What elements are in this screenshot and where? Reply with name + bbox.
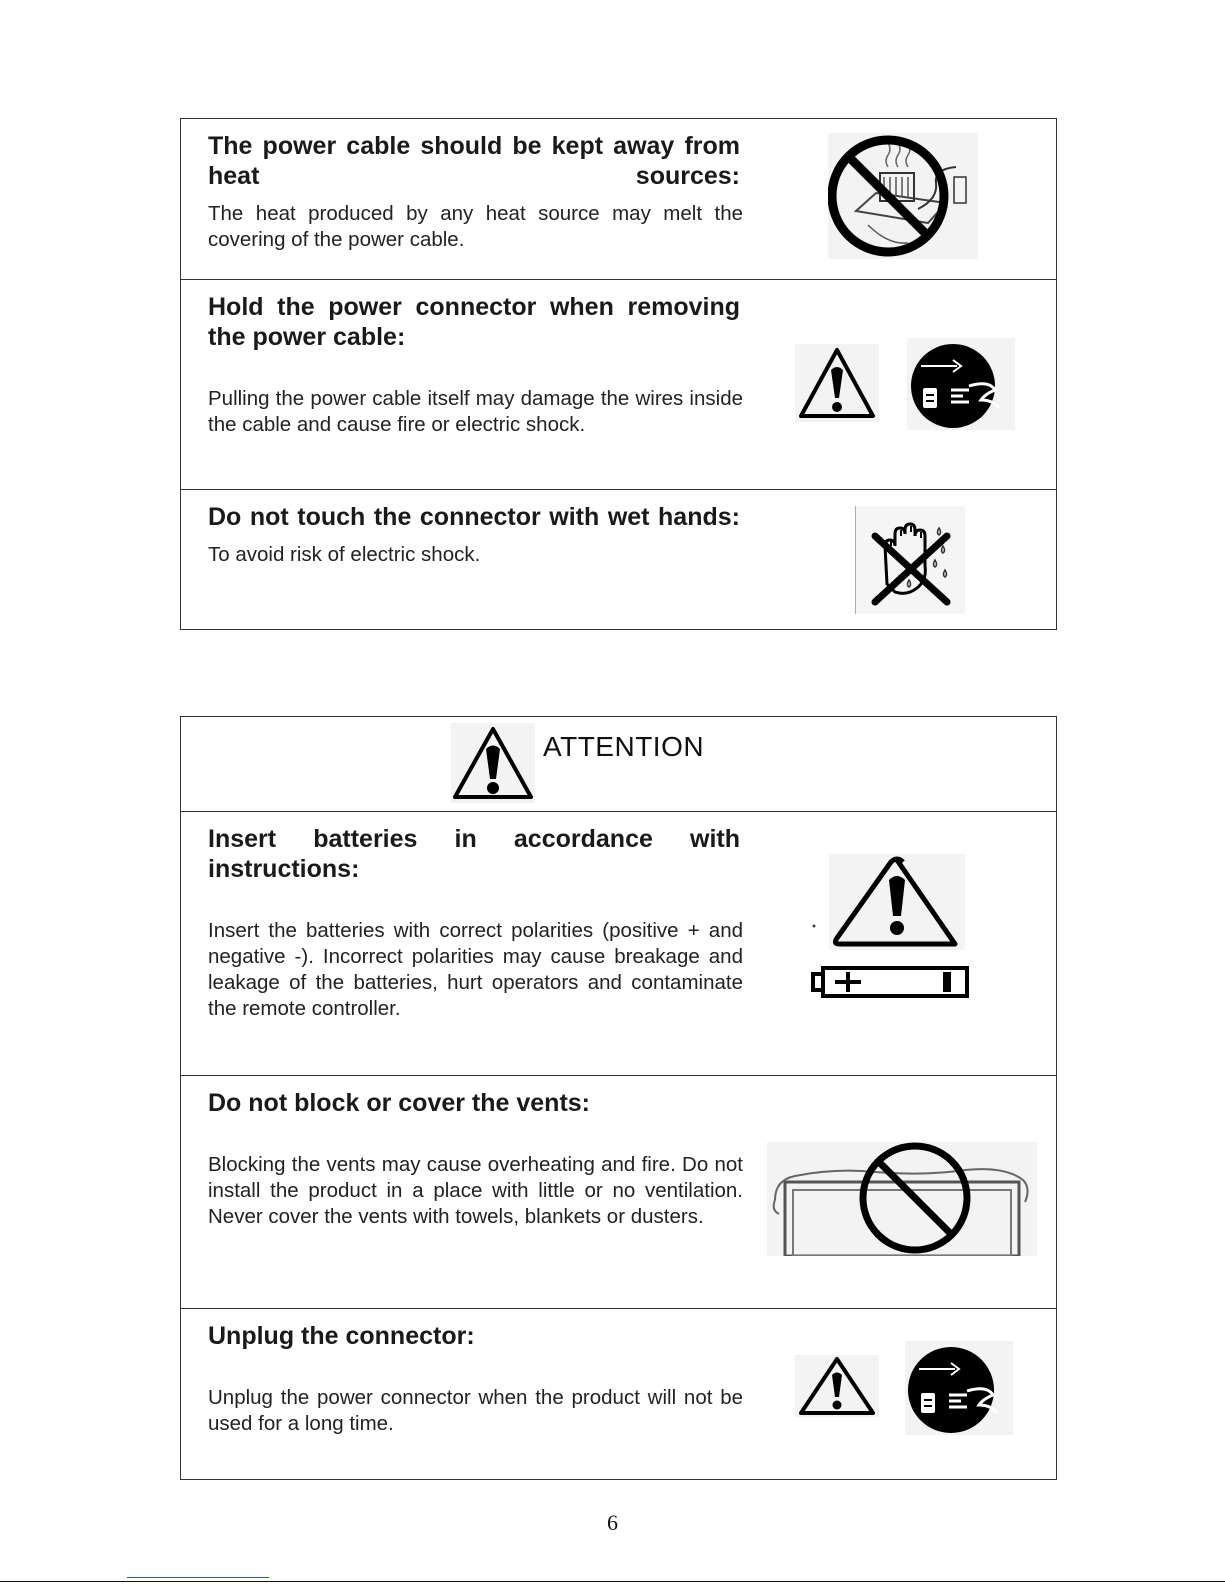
page-number: 6 [607,1510,618,1535]
warning-triangle-icon [451,723,535,803]
attention-title: ATTENTION [543,731,705,762]
safety-item-hold-connector [181,280,1056,490]
safety-item-heading: Hold the power connector when removing the power cable: [208,293,740,351]
attention-item-body: Unplug the power connector when the product will not be used for a long time. [208,1386,743,1435]
safety-item-heading: Do not touch the connector with wet hands: [208,503,740,531]
attention-item-body: Blocking the vents may cause overheating and fire. Do not install the product in a place with little or no ventilation. Never cover the vents with towels, blankets or dusters. [208,1153,743,1228]
attention-item-heading: Insert batteries in accordance with instructions: [208,825,740,883]
safety-item-heading: The power cable should be kept away from heat sources: [208,132,740,190]
attention-item-batteries [181,812,1056,1076]
warning-triangle-icon [795,1355,879,1417]
safety-item-wet-hands [181,490,1056,629]
warning-triangle-icon [795,344,879,422]
safety-panel-power-cable [180,118,1057,630]
no-heat-source-icon [828,133,978,259]
attention-item-body: Insert the batteries with correct polarities (positive + and negative -). Incorrect polarities may cause breakage and leakage of the batteries, hurt operators and contaminate the remote controller. [208,919,743,1020]
attention-item-unplug [181,1309,1056,1479]
footer-rule [0,1581,1225,1582]
battery-polarity-icon [811,854,973,1004]
footer-link-underline [127,1577,269,1578]
no-cover-vents-icon [767,1142,1037,1256]
safety-item-body: To avoid risk of electric shock. [208,543,481,566]
attention-item-vents [181,1076,1056,1309]
attention-item-heading: Unplug the connector: [208,1322,475,1350]
safety-item-body: Pulling the power cable itself may damage the wires inside the cable and cause fire or electric shock. [208,387,743,436]
safety-item-body: The heat produced by any heat source may melt the covering of the power cable. [208,202,743,251]
attention-header [181,717,1056,812]
unplug-connector-icon [907,338,1015,430]
attention-panel [180,716,1057,1480]
no-wet-hands-icon [855,506,965,614]
safety-item-heat-sources [181,119,1056,280]
attention-item-heading: Do not block or cover the vents: [208,1089,591,1117]
unplug-connector-icon [905,1341,1013,1435]
